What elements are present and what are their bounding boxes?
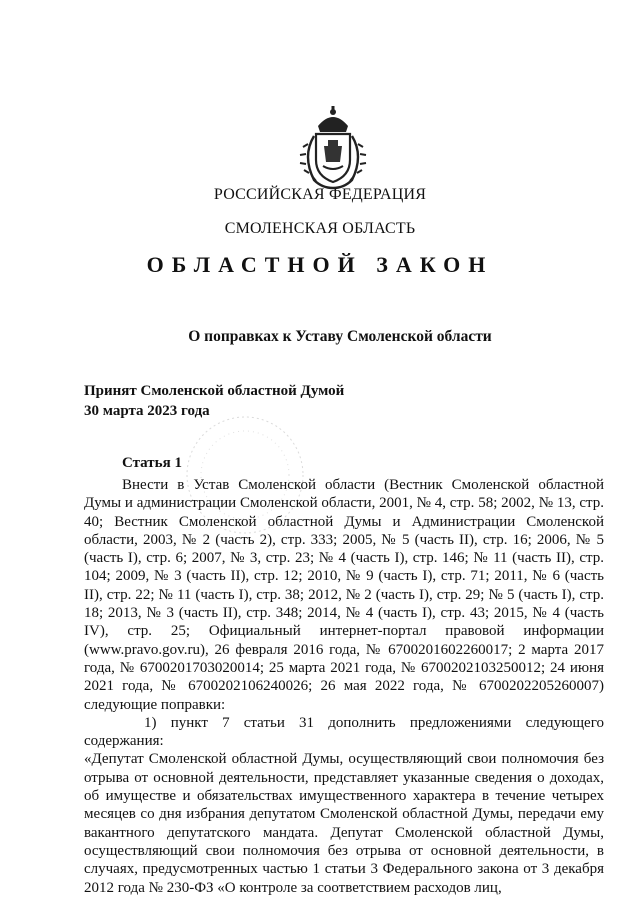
- country-heading: РОССИЙСКАЯ ФЕДЕРАЦИЯ: [213, 186, 427, 203]
- article-quote: «Депутат Смоленской областной Думы, осуществляющий свои полномочия без отрыва от основной деятельности, представляет указанные сведения о доходах, об имуществе и обязательствах имущественного характера в течение четырех месяцев со дня избрания депутатом Смоленской областной Думы, передачи ему вакантного депутатского мандата. Депутат Смоленской областной Думы, осуществляющий свои полномочия без отрыва от основной деятельности, в случаях, предусмотренных частью 1 статьи 3 Федерального закона от 3 декабря 2012 года № 230-ФЗ «О контроле за соответствием расходов лиц,: [84, 751, 604, 896]
- document-type-heading: ОБЛАСТНОЙ ЗАКОН: [146, 252, 494, 277]
- article-paragraph-1: Внести в Устав Смоленской области (Вестник Смоленской областной Думы и администрации Смоленской области, 2001, № 4, стр. 58; 2002, № 13, стр. 40; Вестник Смоленской областной Думы и Администрации Смоленской области, 2003, № 2 (часть 2), стр. 333; 2005, № 5 (часть II), стр. 16; 2006, № 5 (часть I), стр. 6; 2007, № 3, стр. 23; № 4 (часть I), стр. 146; № 11 (часть II), стр. 104; 2009, № 3 (часть II), стр. 12; 2010, № 9 (часть I), стр. 71; 2011, № 6 (часть II), стр. 22; № 11 (часть I), стр. 38; 2012, № 2 (часть I), стр. 29; № 5 (часть I), стр. 18; 2013, № 3 (часть II), стр. 348; 2014, № 4 (часть I), стр. 43; 2015, № 4 (часть IV), стр. 25; Официальный интернет-портал правовой информации (www.pravo.gov.ru), 26 февраля 2016 года, № 6700201602260017; 2 марта 2017 года, № 6700201703020014; 25 марта 2021 года, № 6700202103250012; 24 июня 2021 года, № 6700202106240026; 26 мая 2022 года, № 6700202205260007) следующие поправки:: [84, 477, 604, 713]
- coat-of-arms-icon: [296, 104, 370, 192]
- adopted-by-line: Принят Смоленской областной Думой: [84, 383, 345, 399]
- article-body: [84, 462, 604, 897]
- article-item-1: 1) пункт 7 статьи 31 дополнить предложениями следующего содержания:: [84, 714, 604, 750]
- region-heading: СМОЛЕНСКАЯ ОБЛАСТЬ: [224, 220, 416, 237]
- article-heading: Статья 1: [122, 455, 182, 471]
- law-title: О поправках к Уставу Смоленской области: [188, 328, 492, 345]
- adopted-date-line: 30 марта 2023 года: [84, 403, 210, 419]
